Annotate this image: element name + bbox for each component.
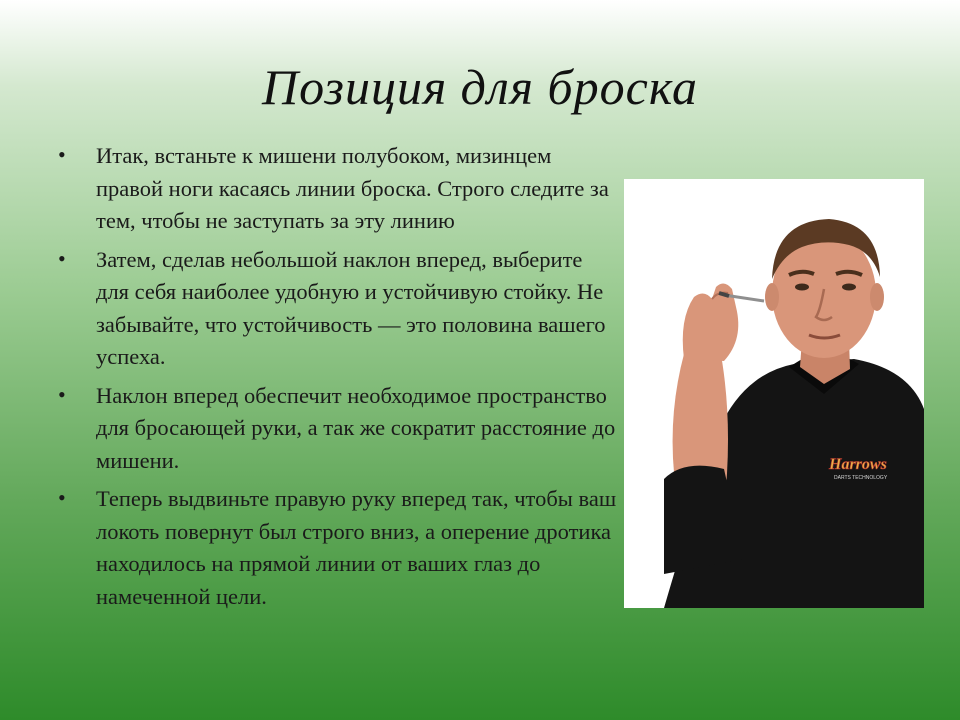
bullet-marker: • xyxy=(58,142,66,167)
bullet-marker: • xyxy=(58,485,66,510)
harrows-logo xyxy=(828,456,888,481)
bullet-marker: • xyxy=(58,381,66,407)
svg-text:DARTS TECHNOLOGY: DARTS TECHNOLOGY xyxy=(834,475,888,481)
bullet-marker: • xyxy=(58,245,66,271)
bullet-item xyxy=(58,244,618,374)
slide-title: Позиция для броска xyxy=(261,59,699,115)
bullet-text: Итак, встаньте к мишени полубоком, мизинцем правой ноги касаясь линии броска. Строго следите за тем, чтобы не заступать за эту линию xyxy=(96,143,609,233)
bullet-item xyxy=(58,380,618,478)
bullet-item xyxy=(58,483,618,613)
bullet-list xyxy=(58,140,618,619)
bullet-text: Затем, сделав небольшой наклон вперед, выберите для себя наиболее удобную и устойчивую стойку. Не забывайте, что устойчивость — это половина вашего успеха. xyxy=(96,246,606,369)
dart-player-photo xyxy=(624,179,924,608)
svg-text:Harrows: Harrows xyxy=(829,456,887,473)
bullet-item xyxy=(58,140,618,238)
bullet-text: Наклон вперед обеспечит необходимое пространство для бросающей руки, а так же сократит расстояние до мишени. xyxy=(96,382,616,473)
dart-player-illustration xyxy=(624,179,924,608)
bullet-text: Теперь выдвиньте правую руку вперед так, чтобы ваш локоть повернут был строго вниз, а оперение дротика находилось на прямой линии от ваших глаз до намеченной цели. xyxy=(96,486,617,609)
